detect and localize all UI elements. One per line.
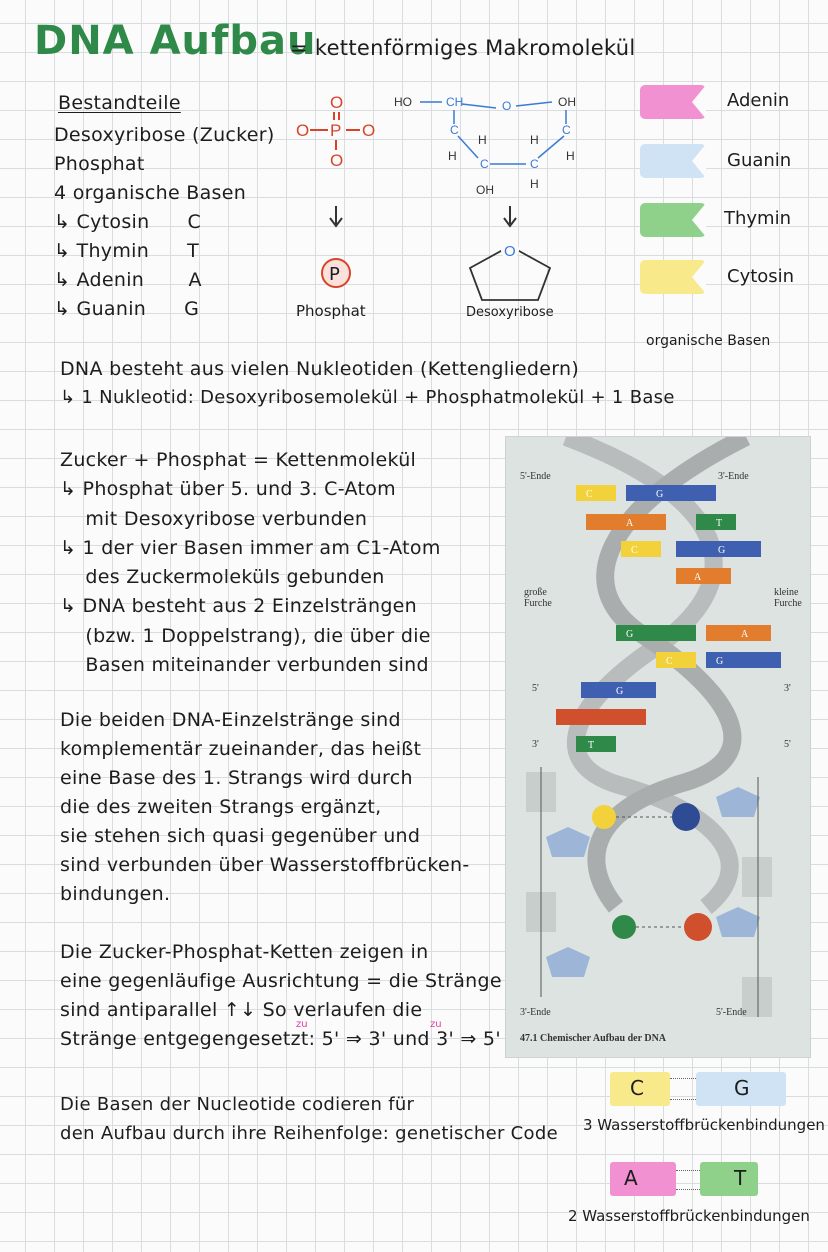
svg-text:A: A xyxy=(626,518,634,529)
desoxyribose-label: Desoxyribose xyxy=(466,305,554,320)
oh-label: OH xyxy=(558,95,576,109)
figure-label: 5'-Ende xyxy=(716,1007,747,1018)
text-line: sie stehen sich quasi gegenüber und xyxy=(60,825,421,847)
figure-label: 5' xyxy=(532,683,539,694)
svg-text:C: C xyxy=(586,489,593,500)
phosphorus-label: P xyxy=(330,121,342,140)
code-text xyxy=(60,1090,558,1148)
pair-right-letter: G xyxy=(734,1076,750,1100)
h-label: H xyxy=(566,149,575,163)
adenin-label: Adenin xyxy=(727,90,790,111)
text-line: Die beiden DNA-Einzelstränge sind xyxy=(60,709,401,731)
pair-left-letter: A xyxy=(624,1166,638,1190)
svg-text:G: G xyxy=(626,629,634,640)
oxygen-label: O xyxy=(296,121,310,140)
cytosin-tag xyxy=(640,260,706,294)
chain-text xyxy=(60,446,441,680)
list-item: ↳ Adenin A xyxy=(54,269,202,291)
guanin-label: Guanin xyxy=(727,150,792,171)
text-line: eine gegenläufige Ausrichtung = die Stränge xyxy=(60,970,502,992)
c-label: C xyxy=(480,157,489,171)
oxygen-label: O xyxy=(330,151,344,170)
text-line: Stränge entgegengesetzt: 5' ⇒ 3' und 3' ⇒ 5' xyxy=(60,1028,501,1050)
list-item: Phosphat xyxy=(54,153,145,175)
phosphate-label: Phosphat xyxy=(296,302,366,320)
bestandteile-list xyxy=(54,121,275,324)
svg-text:G: G xyxy=(616,686,624,697)
thymin-tag xyxy=(640,203,706,237)
nucleotides-line2: ↳ 1 Nukleotid: Desoxyribosemolekül + Phosphatmolekül + 1 Base xyxy=(60,387,675,408)
svg-text:T: T xyxy=(588,740,595,751)
zu-annotation: zu xyxy=(430,1019,442,1030)
thymin-label: Thymin xyxy=(724,208,791,229)
svg-text:G: G xyxy=(718,545,726,556)
list-item: Desoxyribose (Zucker) xyxy=(54,124,275,146)
text-line: des Zuckermoleküls gebunden xyxy=(60,566,385,589)
text-line: Basen miteinander verbunden sind xyxy=(60,654,429,677)
c-label: C xyxy=(450,123,459,137)
text-line: Zucker + Phosphat = Kettenmolekül xyxy=(60,449,417,471)
desoxyribose-diagram xyxy=(390,88,590,328)
h-label: H xyxy=(530,177,539,191)
svg-text:T: T xyxy=(716,518,723,529)
text-line: ↳ DNA besteht aus 2 Einzelsträngen xyxy=(60,595,418,618)
figure-caption: 47.1 Chemischer Aufbau der DNA xyxy=(520,1033,667,1044)
figure-label: kleine Furche xyxy=(774,587,802,609)
list-item: ↳ Thymin T xyxy=(54,240,200,262)
bestandteile-heading: Bestandteile xyxy=(58,92,181,114)
guanin-tag xyxy=(640,144,706,178)
text-line: mit Desoxyribose verbunden xyxy=(60,507,368,530)
svg-text:G: G xyxy=(716,656,724,667)
text-line: bindungen. xyxy=(60,883,171,905)
figure-label: große Furche xyxy=(524,587,552,609)
figure-label: 3' xyxy=(784,683,791,694)
phosphate-symbol: P xyxy=(329,264,340,285)
organic-bases-caption: organische Basen xyxy=(646,333,771,349)
text-line: die des zweiten Strangs ergänzt, xyxy=(60,796,382,818)
text-line: sind antiparallel ↑↓ So verlaufen die xyxy=(60,999,423,1021)
nucleotides-line1: DNA besteht aus vielen Nukleotiden (Kettengliedern) xyxy=(60,358,580,380)
pair-left-box xyxy=(610,1162,676,1196)
text-line: ↳ Phosphat über 5. und 3. C-Atom xyxy=(60,478,396,501)
text-line: ↳ 1 der vier Basen immer am C1-Atom xyxy=(60,536,441,559)
figure-label: 5' xyxy=(784,739,791,750)
list-item: ↳ Guanin G xyxy=(54,298,200,320)
pair-caption: 2 Wasserstoffbrückenbindungen xyxy=(568,1207,810,1225)
h-label: H xyxy=(478,133,487,147)
h-label: H xyxy=(448,149,457,163)
figure-label: 3' xyxy=(532,739,539,750)
oxygen-label: O xyxy=(502,99,512,113)
list-item: ↳ Cytosin C xyxy=(54,211,202,233)
svg-text:G: G xyxy=(656,489,664,500)
svg-text:C: C xyxy=(666,656,673,667)
phosphate-diagram xyxy=(290,88,390,328)
page-subtitle: = kettenförmiges Makromolekül xyxy=(290,36,636,60)
ho-label: HO xyxy=(394,95,412,109)
figure-label: 3'-Ende xyxy=(520,1007,551,1018)
svg-text:C: C xyxy=(631,545,638,556)
oh-label: OH xyxy=(476,183,494,197)
h-label: H xyxy=(530,133,539,147)
text-line: Die Basen der Nucleotide codieren für xyxy=(60,1094,415,1115)
text-line: komplementär zueinander, das heißt xyxy=(60,738,422,760)
list-item: 4 organische Basen xyxy=(54,182,247,204)
text-line: Die Zucker-Phosphat-Ketten zeigen in xyxy=(60,941,429,963)
oxygen-label: O xyxy=(504,243,516,260)
helix-base-bars xyxy=(556,485,781,752)
cytosin-label: Cytosin xyxy=(727,266,795,287)
oxygen-label: O xyxy=(362,121,376,140)
svg-text:A: A xyxy=(694,572,702,583)
pair-right-letter: T xyxy=(734,1166,747,1190)
pair-right-box xyxy=(700,1162,758,1196)
adenin-tag xyxy=(640,85,706,119)
oxygen-label: O xyxy=(330,93,344,112)
pair-caption: 3 Wasserstoffbrückenbindungen xyxy=(583,1116,825,1134)
dna-structure-photo xyxy=(505,436,811,1058)
c-label: C xyxy=(562,123,571,137)
text-line: den Aufbau durch ihre Reihenfolge: genetischer Code xyxy=(60,1123,558,1144)
text-line: (bzw. 1 Doppelstrang), die über die xyxy=(60,624,431,647)
c-label: C xyxy=(530,157,539,171)
figure-label: 3'-Ende xyxy=(718,471,749,482)
svg-text:A: A xyxy=(741,629,749,640)
ch-label: CH xyxy=(446,95,464,109)
zu-annotation: zu xyxy=(296,1019,308,1030)
page-title: DNA Aufbau xyxy=(34,18,317,64)
text-line: eine Base des 1. Strangs wird durch xyxy=(60,767,413,789)
figure-label: 5'-Ende xyxy=(520,471,551,482)
antiparallel-text xyxy=(60,938,502,1054)
text-line: sind verbunden über Wasserstoffbrücken- xyxy=(60,854,470,876)
complementary-text xyxy=(60,706,470,909)
pair-left-letter: C xyxy=(630,1076,644,1100)
